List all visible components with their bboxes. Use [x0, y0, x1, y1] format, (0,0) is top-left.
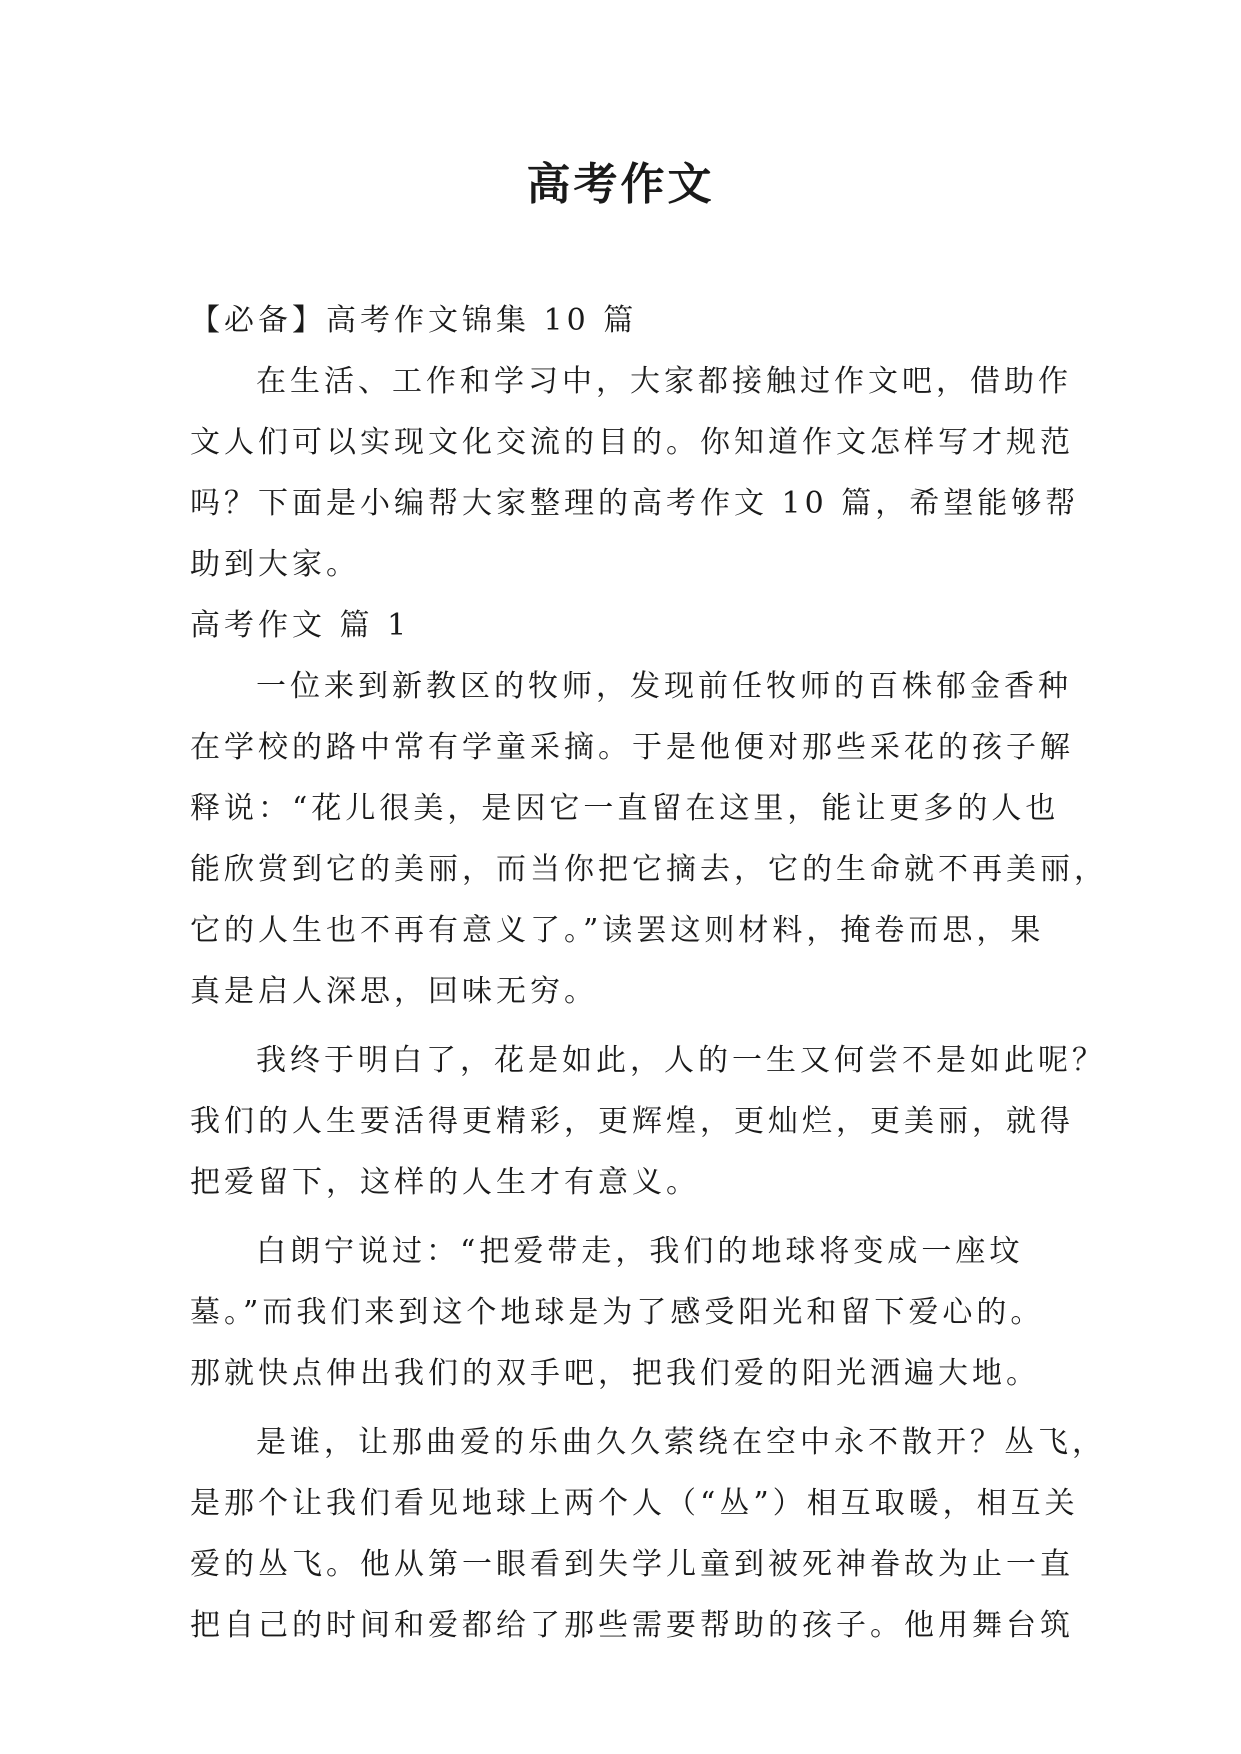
text-line: 我们的人生要活得更精彩，更辉煌，更灿烂，更美丽，就得	[190, 1104, 1074, 1139]
text-line: 爱的丛飞。他从第一眼看到失学儿童到被死神眷故为止一直	[190, 1547, 1074, 1582]
text-line: 是谁，让那曲爱的乐曲久久萦绕在空中永不散开？丛飞，	[256, 1425, 1106, 1460]
document-body	[190, 290, 1108, 1656]
text-line: 在生活、工作和学习中，大家都接触过作文吧，借助作	[256, 364, 1072, 399]
text-line: 文人们可以实现文化交流的目的。你知道作文怎样写才规范	[190, 425, 1074, 460]
text-line: 它的人生也不再有意义了。”读罢这则材料，掩卷而思，果	[190, 913, 1045, 948]
document-title: 高考作文	[526, 159, 715, 210]
text-line: 真是启人深思，回味无穷。	[190, 974, 598, 1009]
text-line: 墓。”而我们来到这个地球是为了感受阳光和留下爱心的。	[190, 1295, 1045, 1330]
text-line: 释说：“花儿很美，是因它一直留在这里，能让更多的人也	[190, 791, 1060, 826]
text-line: 是那个让我们看见地球上两个人（“丛”）相互取暖，相互关	[190, 1486, 1079, 1521]
text-line: 【必备】高考作文锦集 10 篇	[190, 303, 638, 338]
text-line: 能欣赏到它的美丽，而当你把它摘去，它的生命就不再美丽，	[190, 852, 1108, 887]
text-line: 把自己的时间和爱都给了那些需要帮助的孩子。他用舞台筑	[190, 1608, 1074, 1643]
text-line: 一位来到新教区的牧师，发现前任牧师的百株郁金香种	[256, 669, 1072, 704]
text-line: 助到大家。	[190, 547, 360, 582]
text-line: 把爱留下，这样的人生才有意义。	[190, 1165, 700, 1200]
text-line: 在学校的路中常有学童采摘。于是他便对那些采花的孩子解	[190, 730, 1074, 765]
text-line: 吗？下面是小编帮大家整理的高考作文 10 篇，希望能够帮	[190, 486, 1080, 521]
text-line: 高考作文 篇 1	[190, 608, 411, 643]
text-line: 那就快点伸出我们的双手吧，把我们爱的阳光洒遍大地。	[190, 1356, 1040, 1391]
text-line: 白朗宁说过：“把爱带走，我们的地球将变成一座坟	[256, 1234, 1024, 1269]
text-line: 我终于明白了，花是如此，人的一生又何尝不是如此呢？	[256, 1043, 1106, 1078]
